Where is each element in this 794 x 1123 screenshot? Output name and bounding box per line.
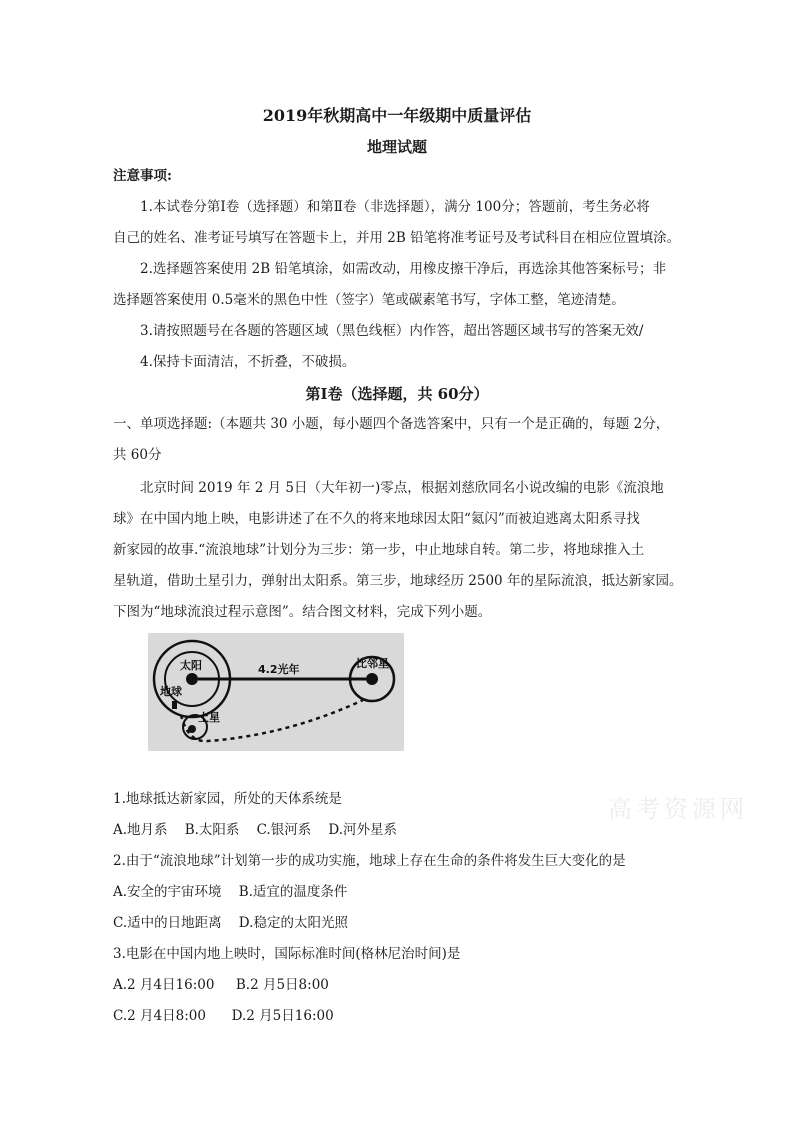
watermark: 高考资源网 bbox=[608, 795, 748, 823]
question-2-options-row-2: C.适中的日地距离 D.稳定的太阳光照 bbox=[113, 915, 348, 931]
subject-title: 地理试题 bbox=[366, 138, 427, 156]
question-3-options-row-2: C.2 月4日8:00 D.2 月5日16:00 bbox=[113, 1008, 334, 1024]
question-2: 2.由于“流浪地球”计划第一步的成功实施，地球上存在生命的条件将发生巨大变化的是 bbox=[113, 853, 626, 869]
saturn-label: 土星 bbox=[198, 711, 220, 724]
sun-dot bbox=[186, 673, 198, 685]
passage-line-5: 下图为“地球流浪过程示意图”。结合图文材料，完成下列小题。 bbox=[113, 604, 492, 620]
notice-heading: 注意事项: bbox=[113, 168, 172, 184]
passage-line-3: 新家园的故事.“流浪地球”计划分为三步：第一步，中止地球自转。第二步，将地球推入土 bbox=[113, 542, 645, 558]
earth-label: 地球 bbox=[160, 685, 182, 698]
earth-wandering-diagram bbox=[148, 633, 404, 751]
notice-item-1-line-2: 自己的姓名、准考证号填写在答题卡上，并用 2B 铅笔将准考证号及考试科目在相应位置填涂。 bbox=[113, 230, 681, 246]
notice-item-2-line-1: 2.选择题答案使用 2B 铅笔填涂，如需改动，用橡皮擦干净后，再选涂其他答案标号；非 bbox=[140, 261, 666, 277]
notice-item-4: 4.保持卡面清洁，不折叠，不破损。 bbox=[140, 354, 356, 370]
part1-instruction-line-1: 一、单项选择题:（本题共 30 小题，每小题四个备选答案中，只有一个是正确的，每题 2分， bbox=[113, 416, 670, 432]
diagram-background bbox=[148, 633, 404, 751]
question-1-options: A.地月系 B.太阳系 C.银河系 D.河外星系 bbox=[113, 822, 398, 838]
neighbor-star-dot bbox=[366, 673, 378, 685]
question-2-options-row-1: A.安全的宇宙环境 B.适宜的温度条件 bbox=[113, 884, 348, 900]
question-3: 3.电影在中国内地上映时，国际标准时间(格林尼治时间)是 bbox=[113, 946, 461, 962]
question-3-options-row-1: A.2 月4日16:00 B.2 月5日8:00 bbox=[113, 977, 329, 993]
exam-title: 2019年秋期高中一年级期中质量评估 bbox=[262, 106, 532, 125]
neighbor-label: 比邻星 bbox=[356, 657, 389, 670]
question-1: 1.地球抵达新家园，所处的天体系统是 bbox=[113, 791, 342, 807]
part1-instruction-line-2: 共 60分 bbox=[113, 447, 162, 463]
passage-line-1: 北京时间 2019 年 2 月 5日（大年初一)零点，根据刘慈欣同名小说改编的电影《流浪地 bbox=[140, 480, 664, 496]
part1-heading: 第Ⅰ卷（选择题，共 60分） bbox=[305, 385, 489, 403]
distance-label: 4.2光年 bbox=[258, 663, 300, 676]
passage-line-4: 星轨道，借助土星引力，弹射出太阳系。第三步，地球经历 2500 年的星际流浪，抵达新家园。 bbox=[113, 573, 683, 589]
earth-marker bbox=[172, 701, 177, 709]
sun-label: 太阳 bbox=[180, 659, 202, 672]
notice-item-1-line-1: 1.本试卷分第Ⅰ卷（选择题）和第Ⅱ卷（非选择题），满分 100分；答题前，考生务必将 bbox=[140, 199, 650, 215]
notice-item-3: 3.请按照题号在各题的答题区域（黑色线框）内作答，超出答题区域书写的答案无效/ bbox=[140, 323, 644, 339]
notice-item-2-line-2: 选择题答案使用 0.5毫米的黑色中性（签字）笔或碳素笔书写，字体工整，笔迹清楚。 bbox=[113, 292, 625, 308]
passage-line-2: 球》在中国内地上映，电影讲述了在不久的将来地球因太阳“氦闪”而被迫逃离太阳系寻找 bbox=[113, 511, 640, 527]
